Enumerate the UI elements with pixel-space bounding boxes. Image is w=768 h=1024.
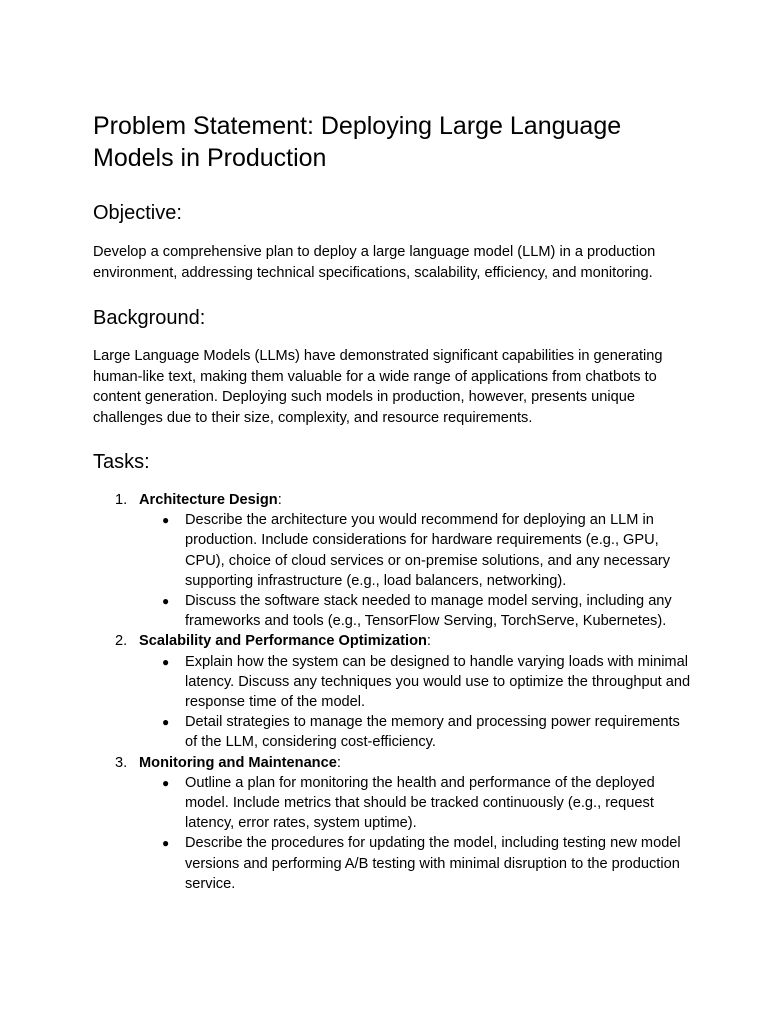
task-title-suffix: :: [277, 492, 282, 508]
task-title: [139, 753, 693, 773]
task-title-text: Monitoring and Maintenance: [139, 754, 337, 771]
bullet-icon: ●: [162, 654, 170, 669]
bullet-item: [139, 510, 693, 591]
task-bullet-list: [139, 652, 693, 753]
task-number: 3.: [115, 754, 128, 771]
bullet-text: Describe the architecture you would recommend for deploying an LLM in production. Include considerations for hardware requirements (e.g., GPU, CPU), choice of cloud services or on-premise solutions, and any necessary supporting infrastructure (e.g., load balancers, networking).: [185, 512, 671, 589]
document-title: Problem Statement: Deploying Large Language Models in Production: [93, 112, 622, 172]
objective-paragraph: Develop a comprehensive plan to deploy a large language model (LLM) in a production environment, addressing technical specifications, scalability, efficiency, and monitoring.: [93, 244, 656, 281]
task-title: [139, 490, 693, 510]
task-title-suffix: :: [336, 754, 341, 771]
background-heading: Background:: [93, 307, 206, 329]
task-title-text: Architecture Design: [139, 492, 278, 508]
tasks-heading: Tasks:: [93, 451, 150, 473]
bullet-item: [139, 833, 693, 894]
task-item: [93, 490, 693, 631]
bullet-text: Explain how the system can be designed to handle varying loads with minimal latency. Discuss any techniques you would use to optimize the throughput and response time of the model.: [185, 653, 691, 711]
bullet-icon: ●: [162, 513, 170, 528]
document-body: [93, 110, 693, 894]
task-number: 2.: [115, 633, 128, 650]
bullet-text: Detail strategies to manage the memory and processing power requirements of the LLM, considering cost-efficiency.: [185, 714, 680, 751]
bullet-text: Outline a plan for monitoring the health and performance of the deployed model. Include metrics that should be tracked continuously (e.g., request latency, error rates, system uptime).: [185, 774, 655, 832]
objective-heading: Objective:: [93, 202, 182, 224]
background-paragraph: Large Language Models (LLMs) have demonstrated significant capabilities in generating human-like text, making them valuable for a wide range of applications from chatbots to content generation. Deploying such models in production, however, presents unique challenges due to their size, complexity, and resource requirements.: [93, 348, 663, 426]
bullet-item: [139, 773, 693, 834]
bullet-item: [139, 652, 693, 713]
bullet-text: Discuss the software stack needed to manage model serving, including any frameworks and tools (e.g., TensorFlow Serving, TorchServe, Kubernetes).: [185, 593, 672, 630]
bullet-icon: ●: [162, 775, 170, 790]
task-title-text: Scalability and Performance Optimization: [139, 633, 427, 650]
bullet-item: [139, 591, 693, 631]
bullet-icon: ●: [162, 836, 170, 851]
task-item: [93, 631, 693, 752]
bullet-icon: ●: [162, 715, 170, 730]
task-item: [93, 753, 693, 894]
task-number: 1.: [115, 492, 128, 508]
bullet-icon: ●: [162, 594, 170, 609]
bullet-item: [139, 712, 693, 752]
task-list: [93, 490, 693, 894]
task-bullet-list: [139, 510, 693, 631]
task-title: [139, 631, 693, 651]
bullet-text: Describe the procedures for updating the model, including testing new model versions and performing A/B testing with minimal disruption to the production service.: [185, 835, 681, 892]
task-bullet-list: [139, 773, 693, 894]
task-title-suffix: :: [426, 633, 431, 650]
